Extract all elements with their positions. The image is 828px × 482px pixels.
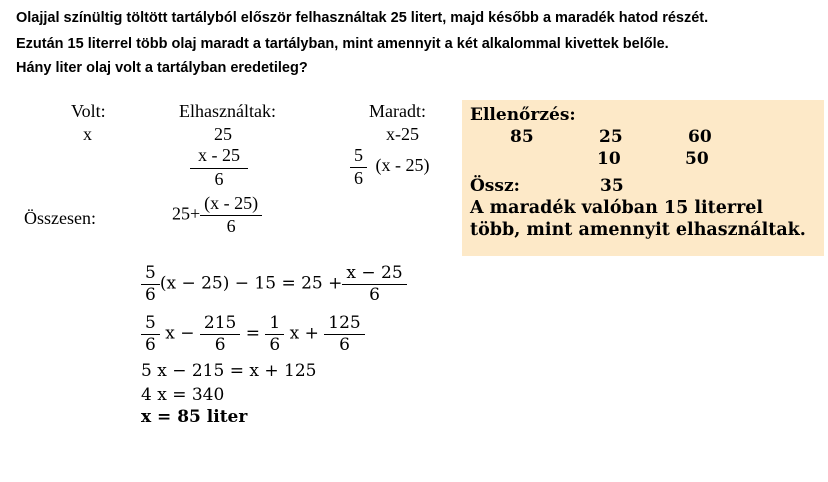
check-title: Ellenőrzés: <box>470 105 576 125</box>
check-box <box>462 100 824 256</box>
used-first: 25 <box>214 124 232 144</box>
problem-question: Hány liter olaj volt a tartályban eredetileg? <box>16 60 308 76</box>
problem-line-2: Ezután 15 literrel több olaj maradt a tartályban, mint amennyit a két alkalommal kivettek belőle. <box>16 36 669 52</box>
check-value-85: 85 <box>510 127 534 147</box>
header-maradt: Maradt: <box>369 101 426 121</box>
remain-second-expression: $\frac{5}{6}$ (x - 25) <box>350 146 429 189</box>
header-volt: Volt: <box>71 101 106 121</box>
used-second-fraction: $\frac{x - 25}{6}$ <box>190 146 248 190</box>
check-value-50: 50 <box>685 149 709 169</box>
equation-3: 5 x − 215 = x + 125 <box>141 361 317 381</box>
problem-line-1: Olajjal színültig töltött tartályból először felhasználtak 25 litert, majd később a maradék hatod részét. <box>16 10 709 26</box>
check-conclusion-2: több, mint amennyit elhasználtak. <box>470 220 806 240</box>
check-value-60: 60 <box>688 127 712 147</box>
equation-1: $\frac{5}{6}$ (x − 25) − 15 = 25 + $\frac{x - 25}{6}$ <box>141 264 407 304</box>
result: x = 85 liter <box>141 407 248 427</box>
check-value-25: 25 <box>599 127 623 147</box>
check-value-10: 10 <box>597 149 621 169</box>
total-label: Összesen: <box>24 208 96 228</box>
equation-4: 4 x = 340 <box>141 385 225 405</box>
check-sum-label: Össz: <box>470 176 520 196</box>
equation-2: $\frac{5}{6}$ x − $\frac{215}{6}$ = $\frac{1}{6}$ x + $\frac{125}{6}$ <box>141 314 365 354</box>
volt-value: x <box>83 124 92 144</box>
header-elhasznaltak: Elhasználtak: <box>179 101 276 121</box>
check-sum-value: 35 <box>600 176 624 196</box>
remain-first: x-25 <box>386 124 419 144</box>
check-conclusion-1: A maradék valóban 15 literrel <box>470 198 764 218</box>
total-expression: 25+ $\frac{(x - 25)}{6}$ <box>172 194 262 237</box>
